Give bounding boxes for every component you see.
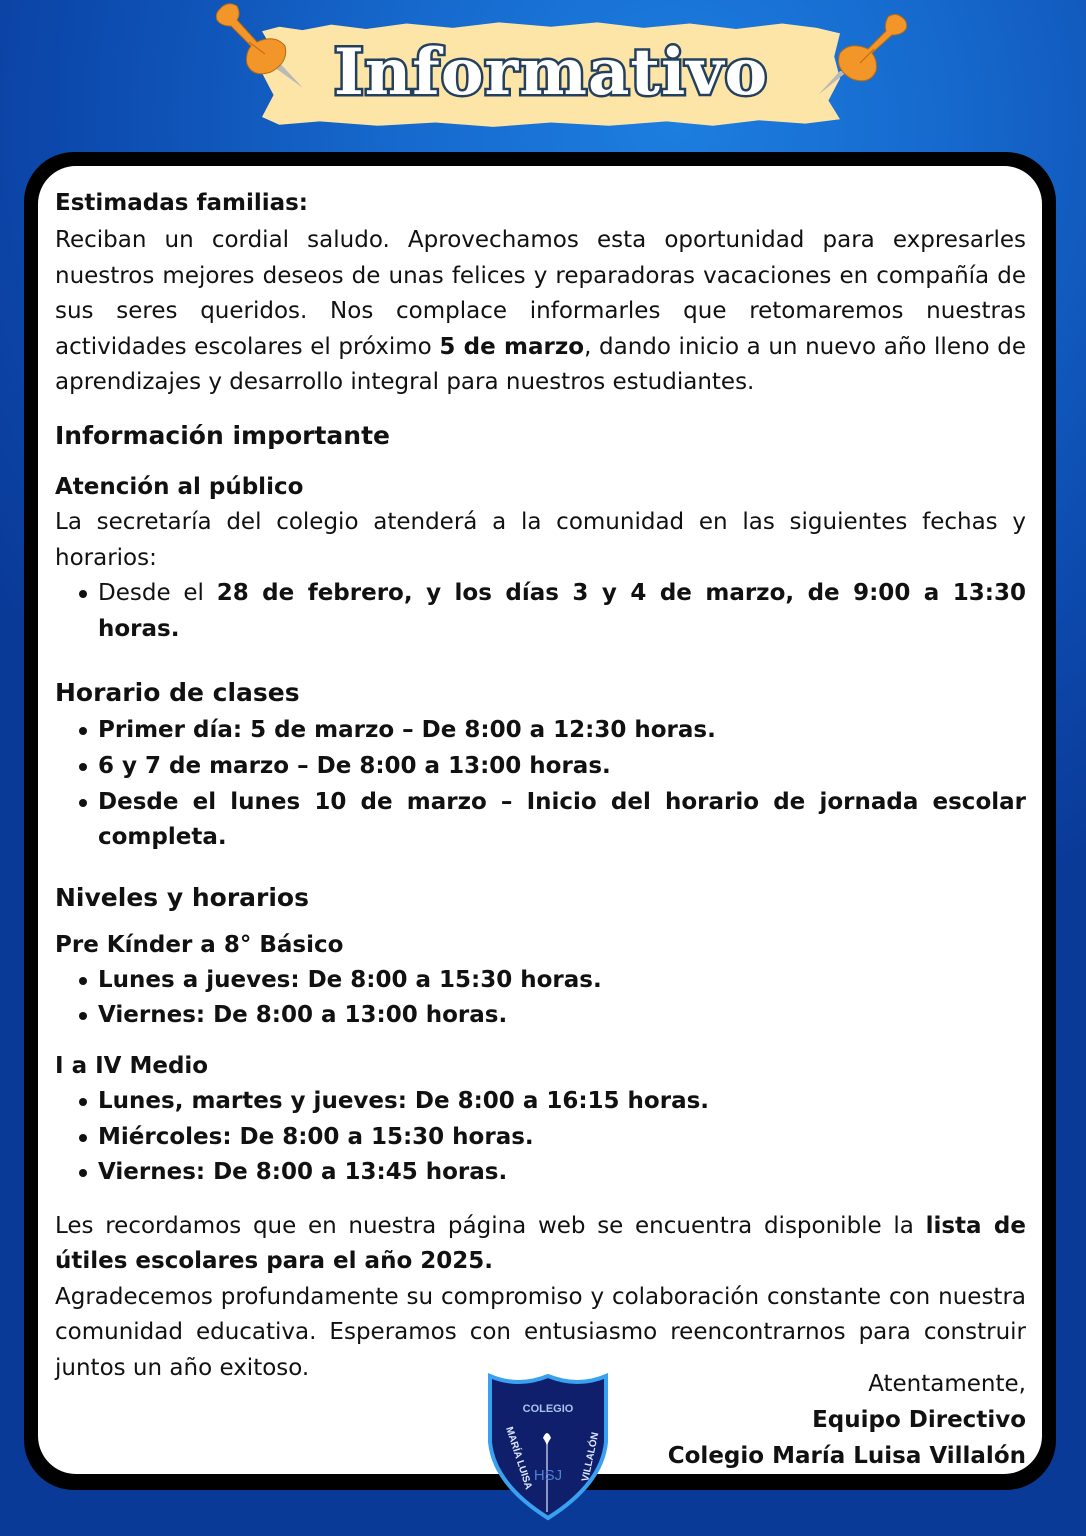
item-bold: 28 de febrero, y los días 3 y 4 de marzo, de 9:00 a 13:30 horas. [98,580,1026,642]
page-title: Informativo [333,35,769,110]
letter-content [55,183,1026,1387]
intro-text: Reciban un cordial saludo. Aprovechamos esta oportunidad para expresarles nuestros mejores deseos de unas felices y reparadoras vacaciones en compañía de sus seres queridos. Nos complace informarles que retomaremos nuestras actividades escolares el próximo [55,227,1026,360]
section-heading-important: Información importante [55,420,391,450]
item-prefix: Desde el [98,580,217,607]
signature-school: Colegio María Luisa Villalón [667,1443,1026,1469]
level-group-name: I a IV Medio [55,1052,209,1079]
signature-block [668,1366,1026,1474]
level-group-name: Pre Kínder a 8° Básico [55,931,344,958]
list-item: Lunes a jueves: De 8:00 a 15:30 horas. [98,963,1026,999]
list-item: Miércoles: De 8:00 a 15:30 horas. [98,1120,1026,1156]
logo-right-text: VILLALÓN [580,1431,602,1483]
intro-text-end: , dando inicio a un nuevo año lleno de aprendizajes y desarrollo integral para nuestros estudiantes. [55,333,1026,396]
closing-paragraph: Agradecemos profundamente su compromiso y colaboración constante con nuestra comunidad educativa. Esperamos con entusiasmo reencontrarnos para construir juntos un año exitoso. [55,1283,1026,1382]
level-schedule-list [55,963,1026,1034]
reminder-bold: lista de útiles escolares para el año 2025. [55,1212,1026,1275]
reminder-text: Les recordamos que en nuestra página web se encuentra disponible la [55,1212,926,1239]
level-schedule-list [55,1084,1026,1191]
reminder-paragraph [55,1209,1026,1280]
signature-salutation: Atentamente, [868,1371,1026,1397]
attention-list [55,576,1026,647]
list-item: Lunes, martes y jueves: De 8:00 a 16:15 horas. [98,1084,1026,1120]
intro-paragraph [55,223,1026,401]
list-item: Primer día: 5 de marzo – De 8:00 a 12:30 horas. [98,713,1026,749]
logo-monogram: HSJ [533,1467,563,1484]
signature-team: Equipo Directivo [812,1407,1026,1433]
list-item [98,576,1026,647]
pushpin-left-icon [205,0,315,95]
class-schedule-list [55,713,1026,855]
school-logo-shield [484,1372,612,1522]
greeting: Estimadas familias: [55,190,308,216]
section-heading-class-schedule: Horario de clases [55,678,300,708]
list-item: Viernes: De 8:00 a 13:00 horas. [98,998,1026,1034]
intro-date: 5 de marzo [439,333,585,360]
logo-left-text: MARÍA LUISA [503,1425,534,1491]
logo-top-text: COLEGIO [522,1403,574,1415]
subheading-attention: Atención al público [55,473,304,500]
pushpin-right-icon [808,5,918,100]
list-item: 6 y 7 de marzo – De 8:00 a 13:00 horas. [98,749,1026,785]
attention-text: La secretaría del colegio atenderá a la comunidad en las siguientes fechas y horarios: [55,508,1026,571]
list-item: Viernes: De 8:00 a 13:45 horas. [98,1155,1026,1191]
list-item: Desde el lunes 10 de marzo – Inicio del horario de jornada escolar completa. [98,785,1026,856]
section-heading-levels: Niveles y horarios [55,882,309,912]
